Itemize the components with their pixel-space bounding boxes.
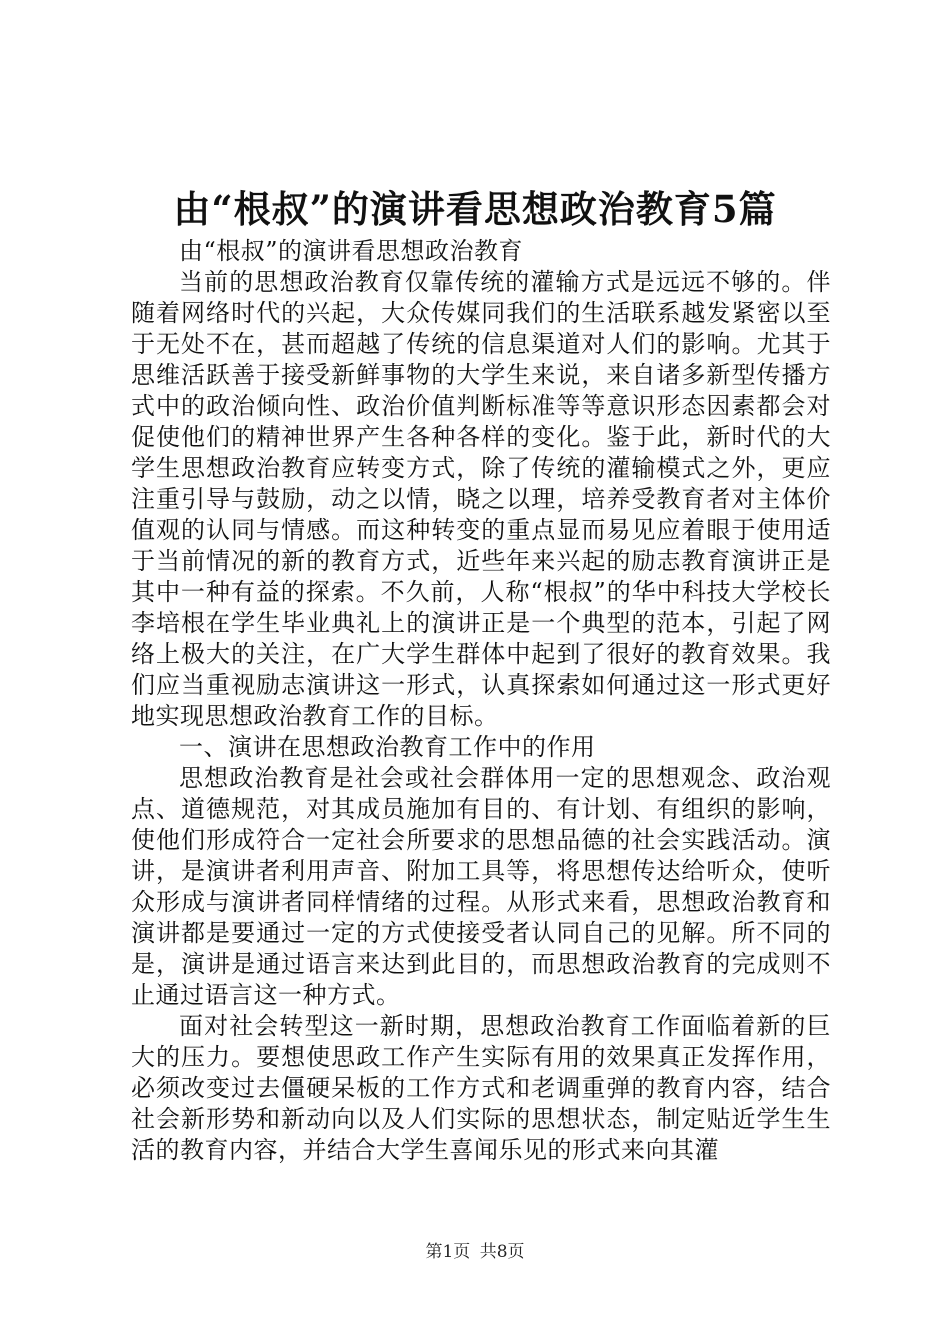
page-footer — [0, 1240, 950, 1264]
body-paragraph: 思想政治教育是社会或社会群体用一定的思想观念、政治观点、道德规范，对其成员施加有目的、有计划、有组织的影响，使他们形成符合一定社会所要求的思想品德的社会实践活动。演讲，是演讲者利用声音、附加工具等，将思想传达给听众，使听众形成与演讲者同样情绪的过程。从形式来看，思想政治教育和演讲都是要通过一定的方式使接受者认同自己的见解。所不同的是，演讲是通过语言来达到此目的，而思想政治教育的完成则不止通过语言这一种方式。 — [131, 764, 831, 1009]
subtitle-paragraph: 由“根叔”的演讲看思想政治教育 — [179, 237, 524, 265]
page-total: 共8页 — [479, 1242, 525, 1262]
section-heading: 一、演讲在思想政治教育工作中的作用 — [179, 733, 596, 761]
body-paragraph: 面对社会转型这一新时期，思想政治教育工作面临着新的巨大的压力。要想使思政工作产生实际有用的效果真正发挥作用，必须改变过去僵硬呆板的工作方式和老调重弹的教育内容，结合社会新形势和新动向以及人们实际的思想状态，制定贴近学生生活的教育内容，并结合大学生喜闻乐见的形式来向其灌 — [131, 1012, 831, 1164]
page-number: 第1页 — [425, 1242, 471, 1262]
document-body — [131, 236, 831, 1166]
document-title: 由“根叔”的演讲看思想政治教育5篇 — [173, 187, 777, 231]
body-paragraph: 当前的思想政治教育仅靠传统的灌输方式是远远不够的。伴随着网络时代的兴起，大众传媒同我们的生活联系越发紧密以至于无处不在，甚而超越了传统的信息渠道对人们的影响。尤其于思维活跃善于接受新鲜事物的大学生来说，来自诸多新型传播方式中的政治倾向性、政治价值判断标准等等意识形态因素都会对促使他们的精神世界产生各种各样的变化。鉴于此，新时代的大学生思想政治教育应转变方式，除了传统的灌输模式之外，更应注重引导与鼓励，动之以情，晓之以理，培养受教育者对主体价值观的认同与情感。而这种转变的重点显而易见应着眼于使用适于当前情况的新的教育方式，近些年来兴起的励志教育演讲正是其中一种有益的探索。不久前，人称“根叔”的华中科技大学校长李培根在学生毕业典礼上的演讲正是一个典型的范本，引起了网络上极大的关注，在广大学生群体中起到了很好的教育效果。我们应当重视励志演讲这一形式，认真探索如何通过这一形式更好地实现思想政治教育工作的目标。 — [131, 268, 831, 730]
